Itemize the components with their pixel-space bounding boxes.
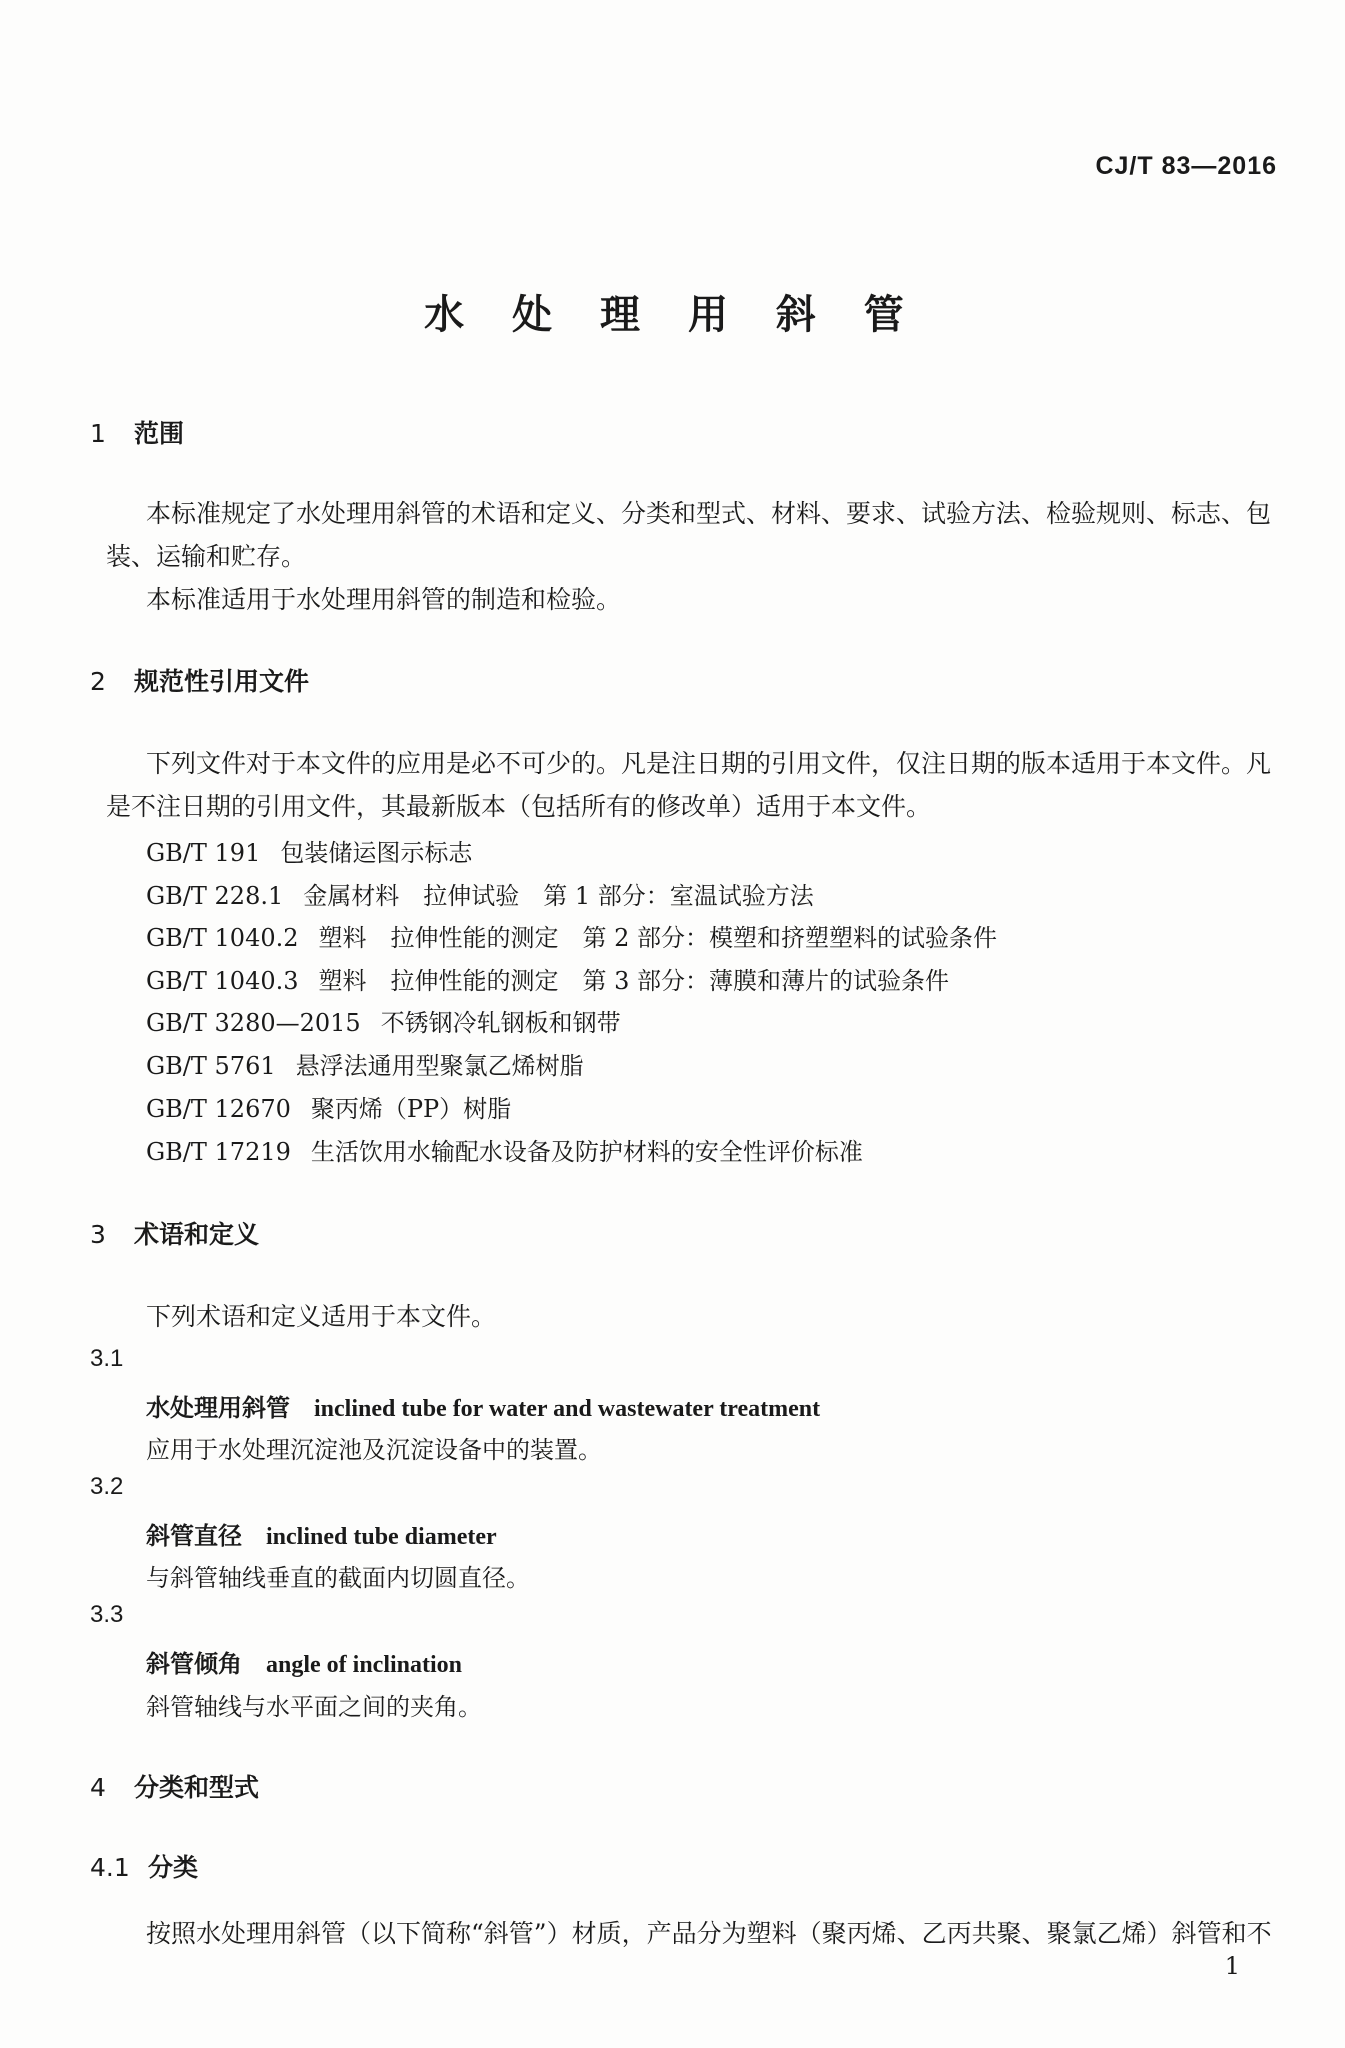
reference-code: GB/T 17219 (146, 1138, 291, 1166)
classification-paragraph (106, 1912, 1274, 1955)
normative-intro-paragraph (106, 742, 1274, 828)
reference-title: 包装储运图示标志 (280, 839, 473, 867)
scope-paragraph-2 (106, 578, 1274, 621)
page-number: 1 (1224, 1952, 1240, 1980)
term-chinese: 斜管直径 (146, 1522, 242, 1550)
term-english: inclined tube for water and wastewater treatment (314, 1396, 821, 1422)
term-definition: 与斜管轴线垂直的截面内切圆直径。 (146, 1564, 530, 1592)
reference-code: GB/T 12670 (146, 1095, 291, 1123)
term-entry (146, 1388, 820, 1423)
paragraph-text: 下列文件对于本文件的应用是必不可少的。凡是注日期的引用文件，仅注日期的版本适用于本文件。凡是不注日期的引用文件，其最新版本（包括所有的修改单）适用于本文件。 (106, 749, 1272, 821)
reference-item (146, 961, 949, 996)
clause-number: 3.3 (90, 1601, 124, 1628)
section-title: 规范性引用文件 (134, 667, 310, 696)
section-title: 范围 (134, 419, 185, 448)
reference-code: GB/T 3280—2015 (146, 1009, 361, 1037)
term-entry (146, 1516, 497, 1551)
reference-code: GB/T 228.1 (146, 882, 284, 910)
clause-number: 3.1 (90, 1345, 124, 1372)
term-definition: 应用于水处理沉淀池及沉淀设备中的装置。 (146, 1436, 602, 1464)
terms-intro-paragraph (106, 1295, 1274, 1338)
document-title: 水 处 理 用 斜 管 (424, 292, 921, 338)
reference-item (146, 1003, 621, 1038)
section-number: 4.1 (90, 1853, 130, 1882)
term-chinese: 水处理用斜管 (146, 1394, 290, 1422)
reference-item (146, 1046, 584, 1081)
term-definition: 斜管轴线与水平面之间的夹角。 (146, 1693, 482, 1721)
section-number: 4 (90, 1773, 106, 1802)
reference-item (146, 918, 997, 953)
section-title: 分类 (148, 1853, 199, 1882)
section-title: 术语和定义 (134, 1220, 260, 1249)
subsection-heading-classification (90, 1848, 198, 1884)
reference-title: 金属材料 拉伸试验 第 1 部分：室温试验方法 (303, 882, 814, 910)
term-english: angle of inclination (266, 1652, 463, 1678)
reference-title: 悬浮法通用型聚氯乙烯树脂 (295, 1052, 584, 1080)
reference-title: 不锈钢冷轧钢板和钢带 (380, 1009, 621, 1037)
reference-title: 塑料 拉伸性能的测定 第 3 部分：薄膜和薄片的试验条件 (318, 967, 950, 995)
term-chinese: 斜管倾角 (146, 1650, 242, 1678)
paragraph-text: 本标准规定了水处理用斜管的术语和定义、分类和型式、材料、要求、试验方法、检验规则、标志、包装、运输和贮存。 (106, 499, 1272, 571)
paragraph-text: 下列术语和定义适用于本文件。 (146, 1302, 497, 1331)
reference-title: 塑料 拉伸性能的测定 第 2 部分：模塑和挤塑塑料的试验条件 (318, 924, 998, 952)
term-entry (146, 1644, 462, 1679)
section-number: 1 (90, 419, 106, 448)
section-heading-classification-and-type (90, 1768, 259, 1804)
section-number: 3 (90, 1220, 106, 1249)
reference-code: GB/T 1040.2 (146, 924, 299, 952)
term-english: inclined tube diameter (266, 1524, 497, 1550)
section-number: 2 (90, 667, 106, 696)
reference-item (146, 1132, 863, 1167)
reference-title: 生活饮用水输配水设备及防护材料的安全性评价标准 (310, 1138, 863, 1166)
scope-paragraph-1 (106, 492, 1274, 578)
reference-item (146, 1089, 511, 1124)
clause-number: 3.2 (90, 1473, 124, 1500)
section-title: 分类和型式 (134, 1773, 260, 1802)
reference-title: 聚丙烯（PP）树脂 (310, 1095, 512, 1123)
reference-code: GB/T 1040.3 (146, 967, 299, 995)
reference-code: GB/T 191 (146, 839, 261, 867)
standard-code: CJ/T 83—2016 (1095, 152, 1277, 180)
reference-item (146, 876, 814, 911)
section-heading-normative-references (90, 662, 309, 698)
section-heading-scope (90, 414, 184, 450)
reference-code: GB/T 5761 (146, 1052, 276, 1080)
paragraph-text: 按照水处理用斜管（以下简称“斜管”）材质，产品分为塑料（聚丙烯、乙丙共聚、聚氯乙烯）斜管和不 (146, 1919, 1272, 1948)
paragraph-text: 本标准适用于水处理用斜管的制造和检验。 (146, 585, 622, 614)
section-heading-terms-and-definitions (90, 1215, 259, 1251)
reference-item (146, 833, 472, 868)
